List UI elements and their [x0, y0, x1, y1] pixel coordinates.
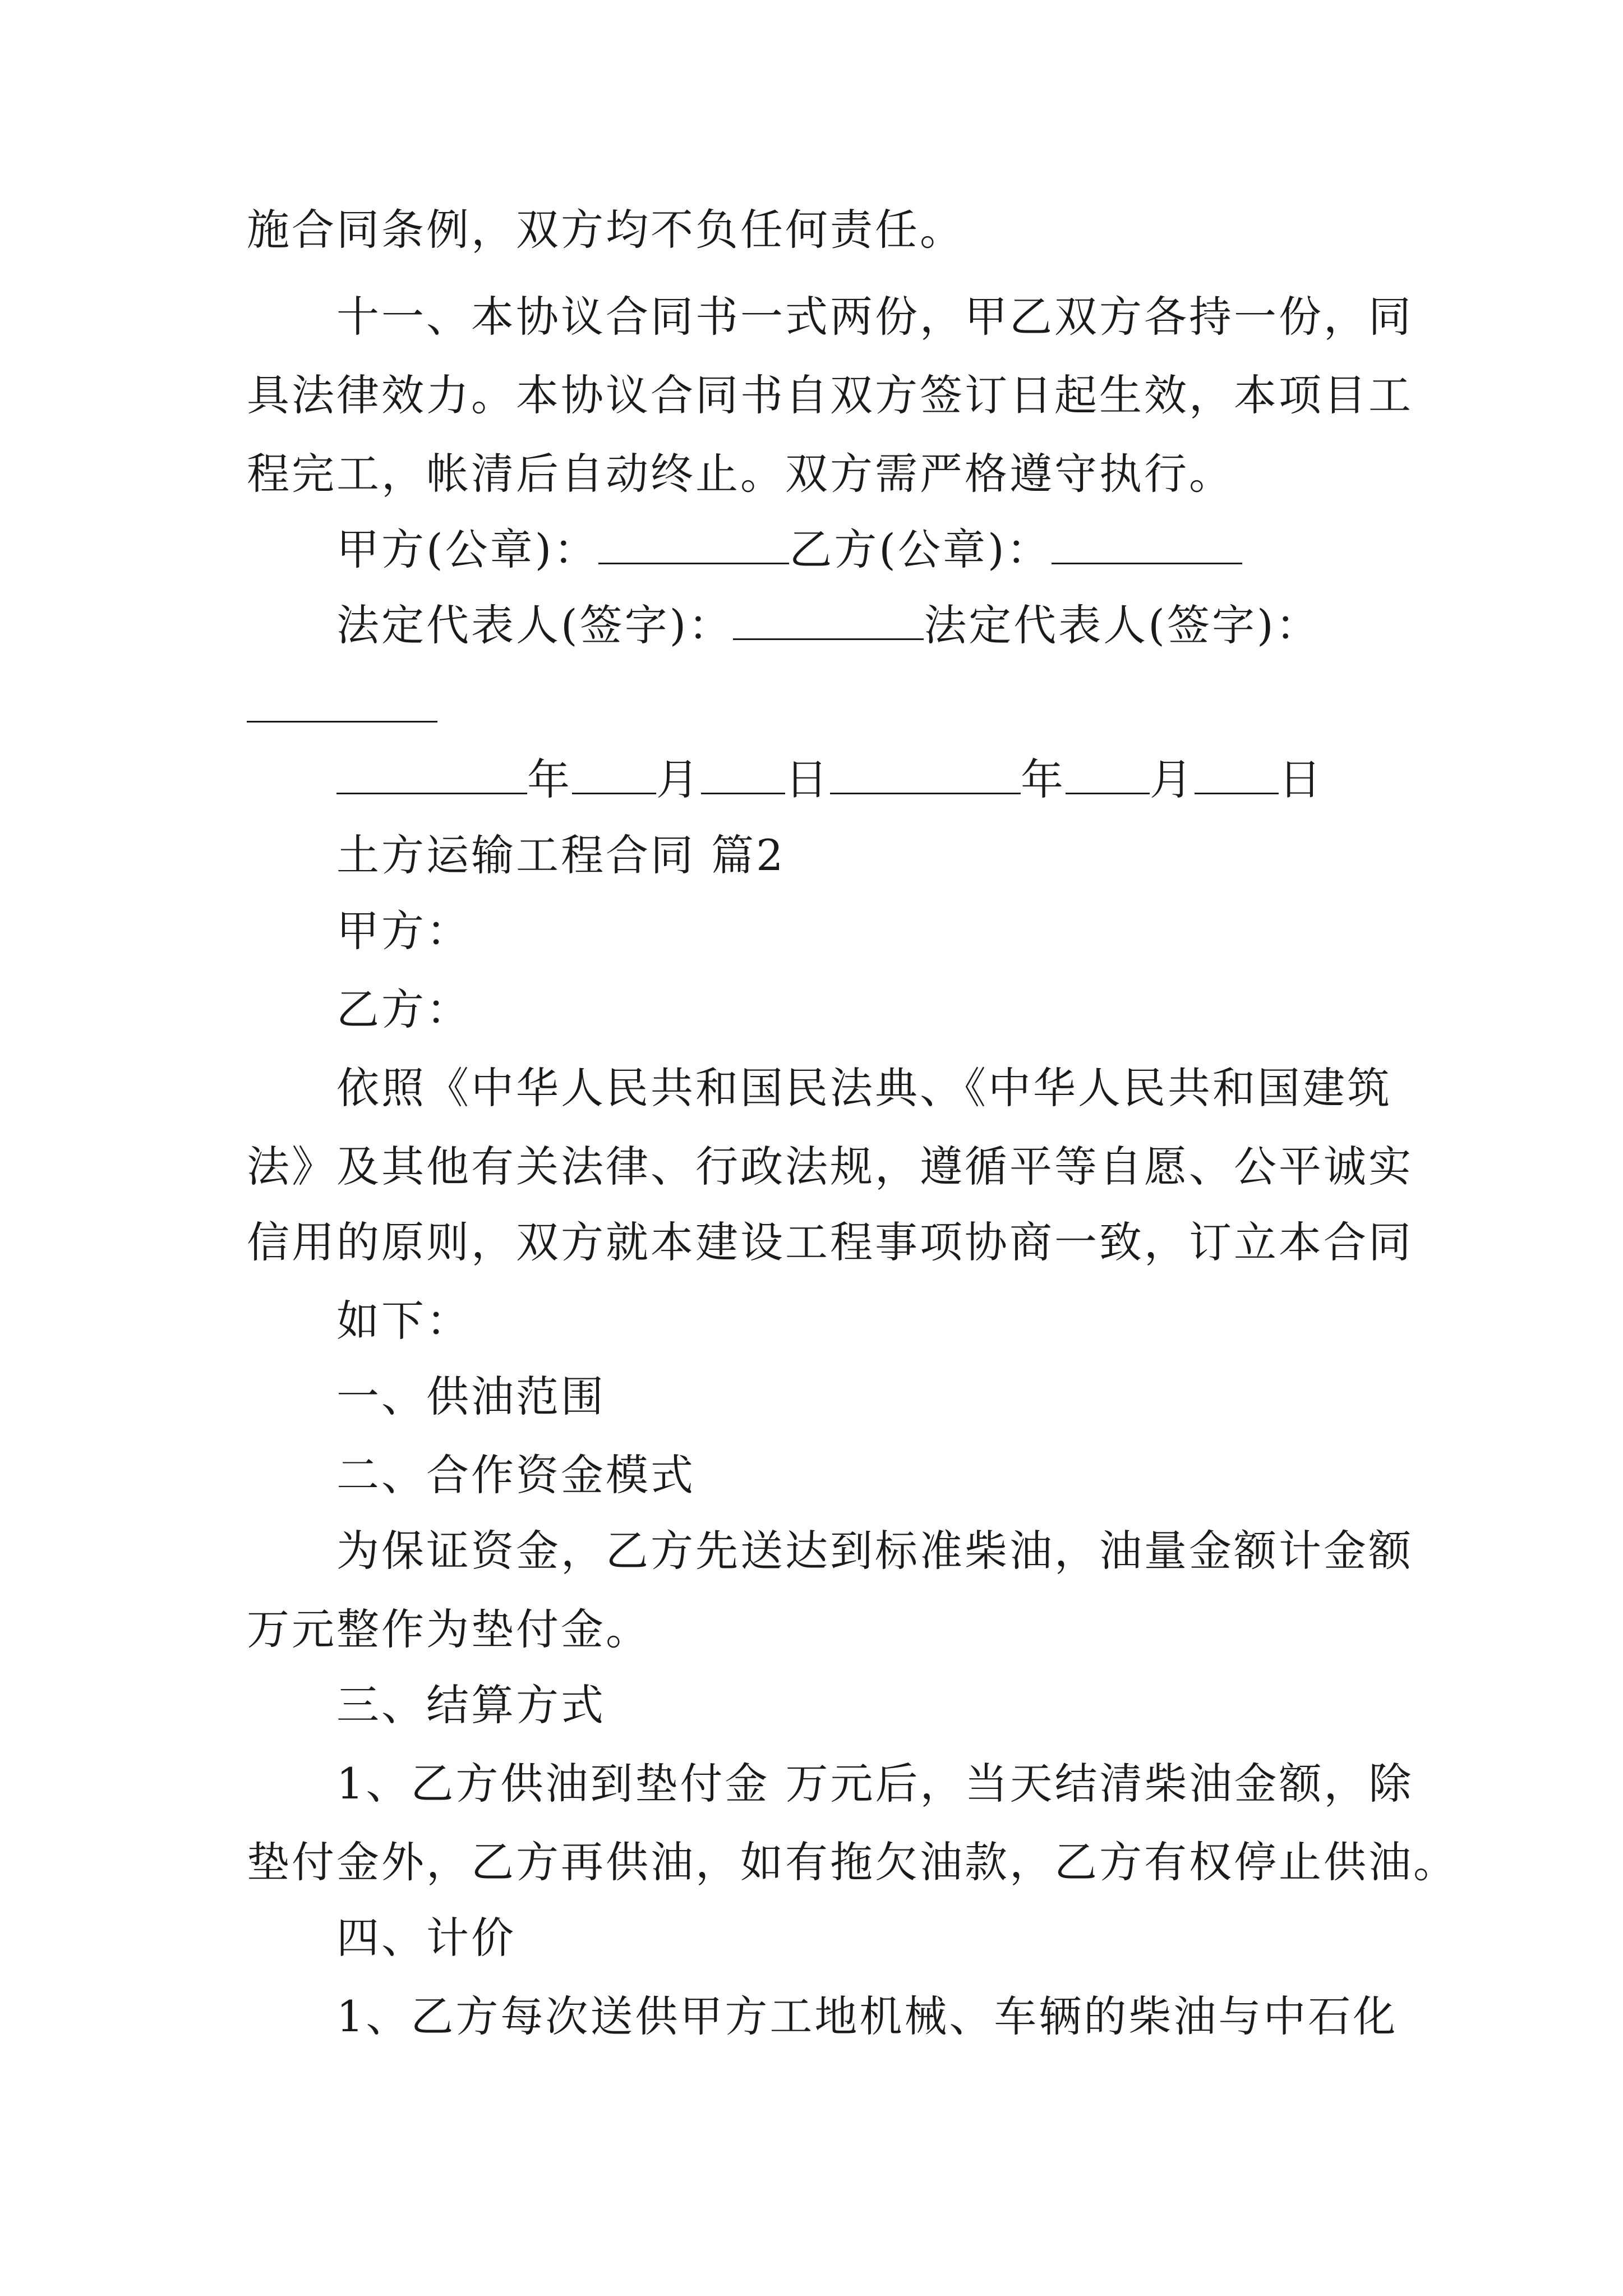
party-a-seal-label: 甲方(公章)：	[336, 524, 599, 574]
text-line: 法》及其他有关法律、行政法规，遵循平等自愿、公平诚实	[247, 1142, 1413, 1191]
date-line	[336, 752, 1324, 808]
party-b-seal-label: 乙方(公章)：	[789, 524, 1052, 574]
party-a-seal-blank	[598, 527, 789, 564]
year-blank	[336, 757, 527, 794]
text-line: 1、乙方供油到垫付金 万元后，当天结清柴油金额，除	[336, 1759, 1414, 1809]
year-label: 年	[1021, 754, 1066, 804]
text-line: 为保证资金，乙方先送达到标准柴油，油量金额计金额	[336, 1526, 1413, 1576]
legal-rep-blank-b	[247, 721, 437, 723]
clause-heading: 四、计价	[336, 1913, 516, 1963]
legal-rep-label-a: 法定代表人(签字)：	[336, 600, 734, 650]
text-line: 具法律效力。本协议合同书自双方签订日起生效，本项目工	[247, 370, 1413, 420]
year-blank	[830, 757, 1021, 794]
party-b-seal-blank	[1052, 527, 1242, 564]
text-line: 如下：	[336, 1296, 471, 1346]
clause-heading: 一、供油范围	[336, 1372, 606, 1421]
text-line: 程完工，帐清后自动终止。双方需严格遵守执行。	[247, 449, 1234, 499]
section-title: 土方运输工程合同 篇2	[336, 830, 786, 880]
day-label: 日	[785, 754, 830, 804]
party-b-label: 乙方：	[336, 984, 471, 1034]
legal-rep-label-b: 法定代表人(签字)：	[924, 600, 1321, 650]
month-blank	[572, 757, 656, 794]
month-label: 月	[656, 754, 701, 804]
text-line: 十一、本协议合同书一式两份，甲乙双方各持一份，同	[336, 292, 1413, 342]
day-label: 日	[1279, 754, 1324, 804]
clause-heading: 二、合作资金模式	[336, 1450, 695, 1500]
party-a-label: 甲方：	[336, 906, 471, 956]
day-blank	[1195, 757, 1279, 794]
text-line: 信用的原则，双方就本建设工程事项协商一致，订立本合同	[247, 1217, 1413, 1267]
seal-line	[336, 522, 1242, 578]
text-line: 依照《中华人民共和国民法典、《中华人民共和国建筑	[336, 1063, 1392, 1113]
clause-heading: 三、结算方式	[336, 1680, 606, 1730]
text-line: 垫付金外，乙方再供油，如有拖欠油款，乙方有权停止供油。	[247, 1837, 1458, 1887]
month-label: 月	[1150, 754, 1195, 804]
text-line: 施合同条例，双方均不负任何责任。	[247, 205, 965, 255]
year-label: 年	[527, 754, 572, 804]
text-line: 万元整作为垫付金。	[247, 1604, 651, 1654]
text-line: 1、乙方每次送供甲方工地机械、车辆的柴油与中石化	[336, 1991, 1398, 2041]
month-blank	[1066, 757, 1150, 794]
day-blank	[701, 757, 785, 794]
legal-rep-blank-a	[733, 602, 924, 640]
legal-rep-line	[336, 597, 1321, 654]
